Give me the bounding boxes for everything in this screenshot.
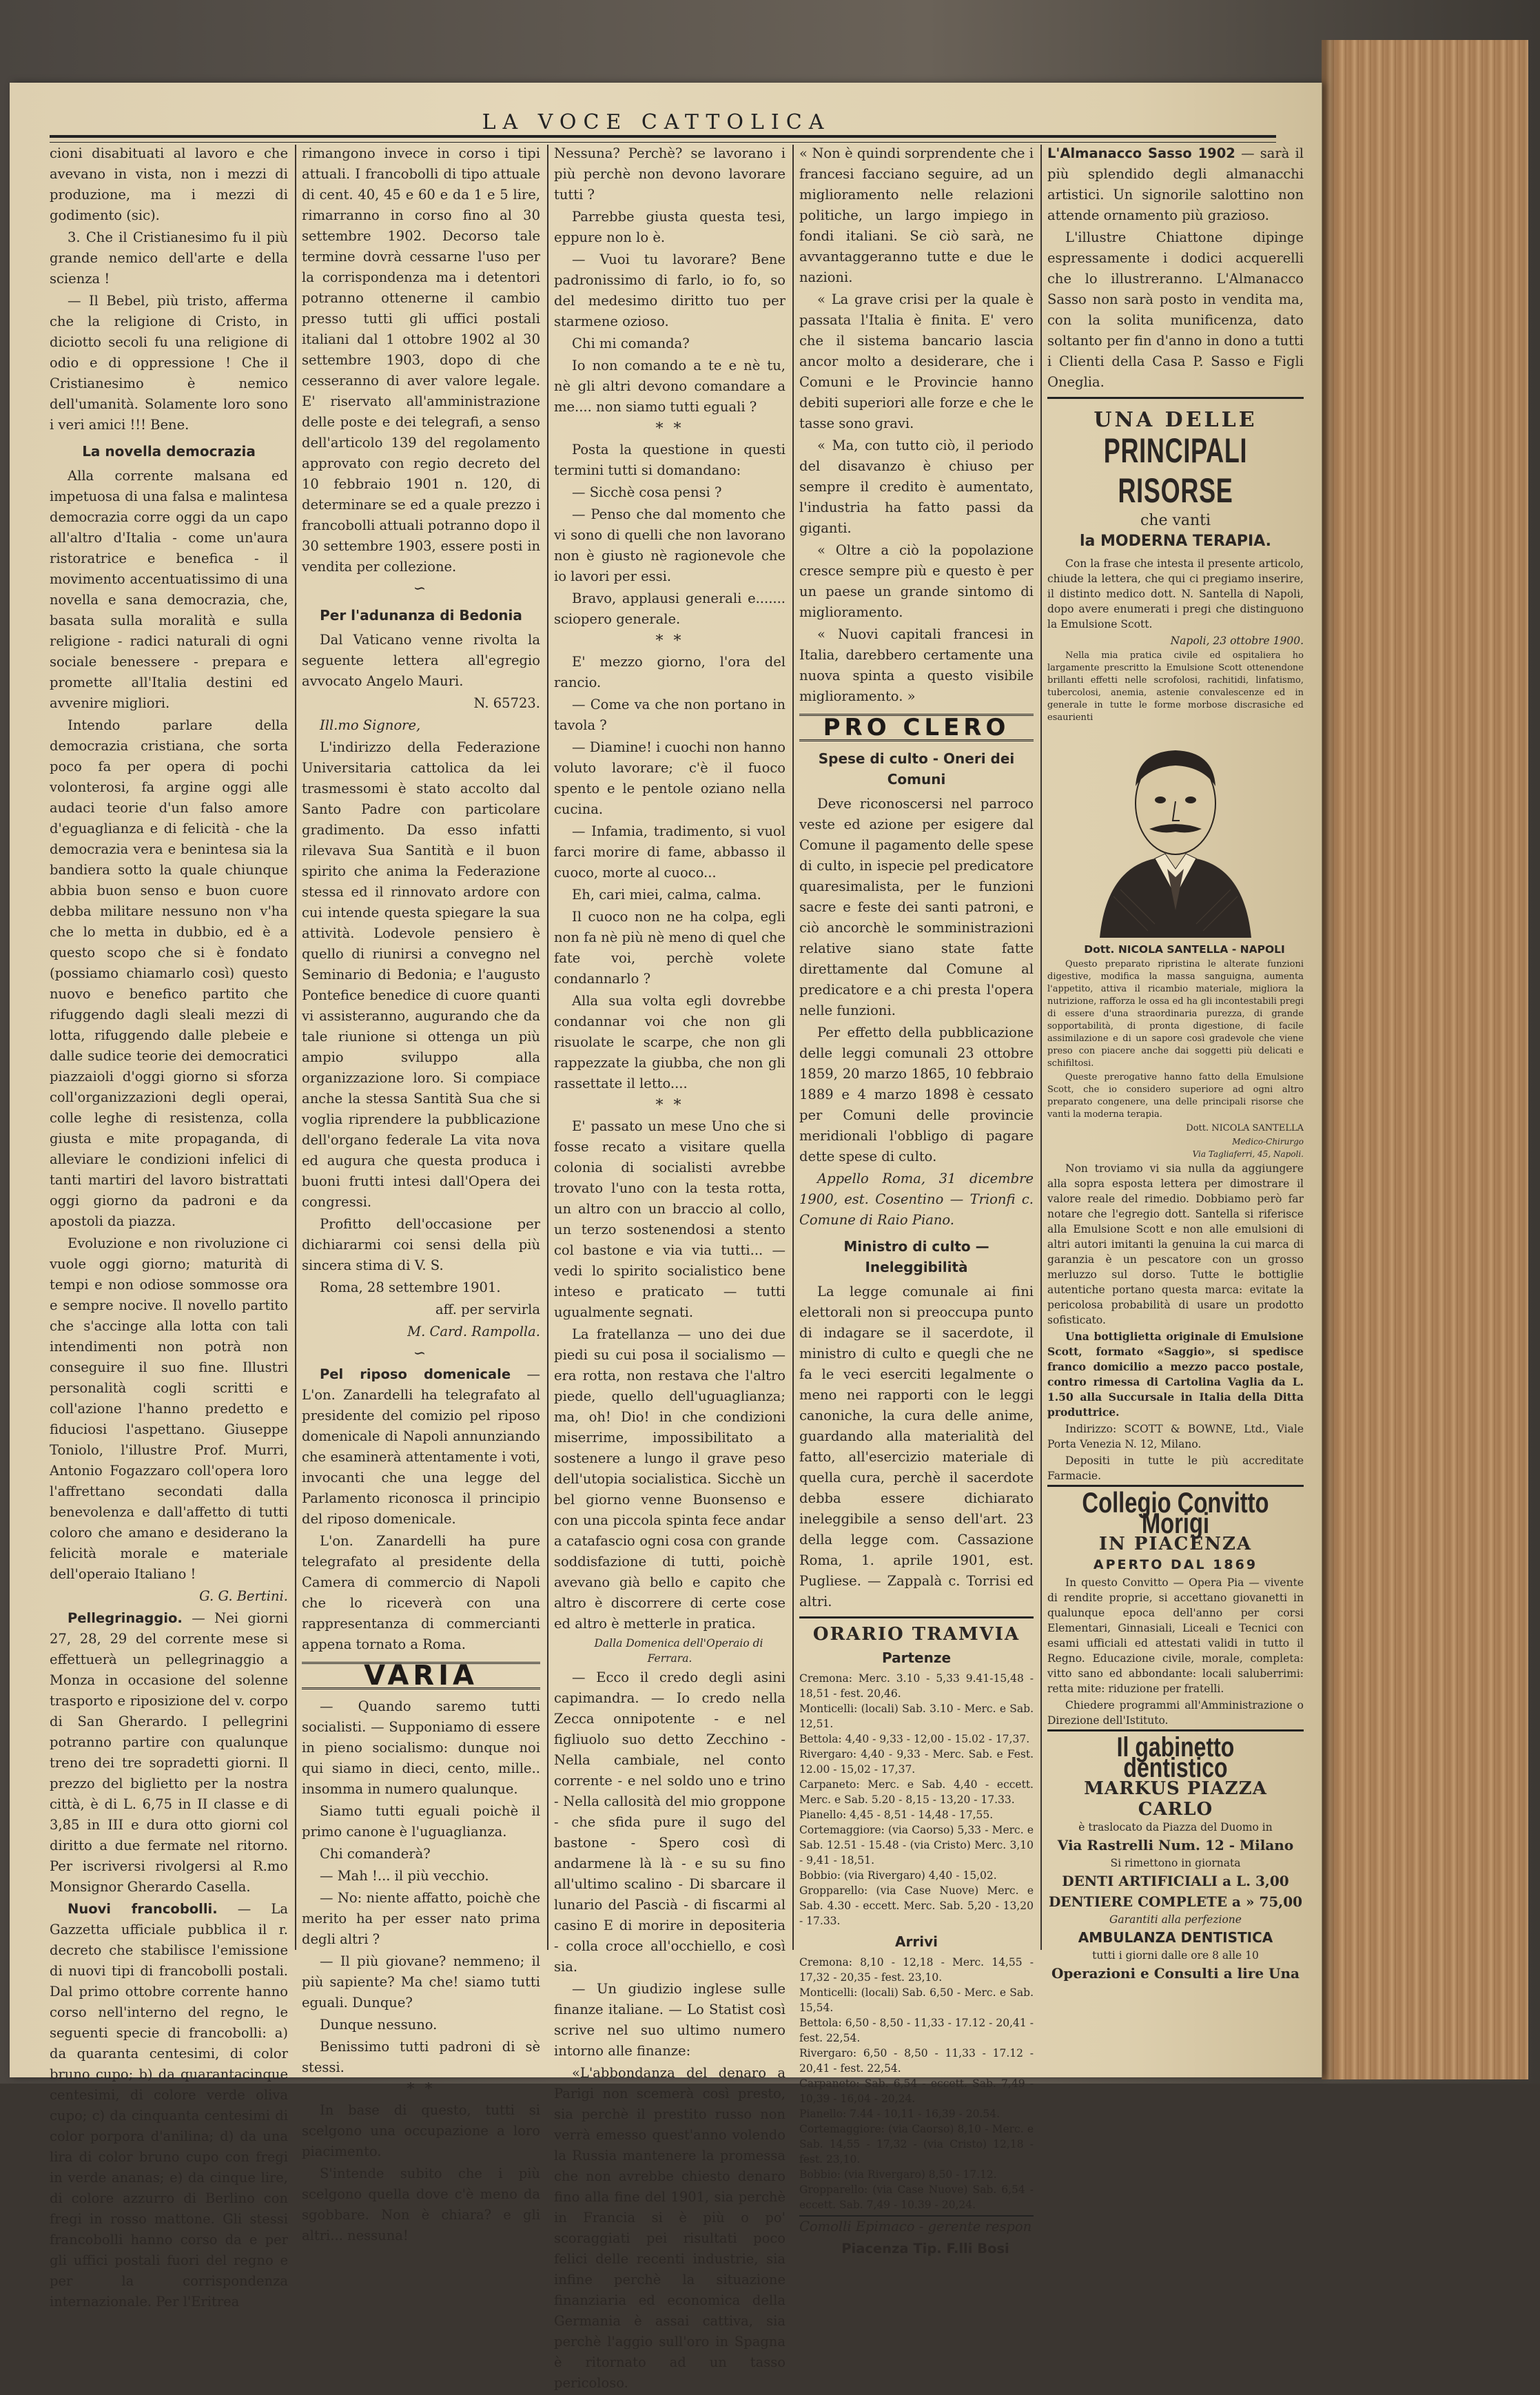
- section-heading: Spese di culto - Oneri dei Comuni: [818, 750, 1015, 788]
- ad-subheadline: APERTO DAL 1869: [1093, 1557, 1258, 1572]
- ad-subheadline: MARKUS PIAZZA CARLO: [1084, 1778, 1267, 1820]
- news-kicker: Pellegrinaggio.: [68, 1610, 183, 1626]
- article-text: E' passato un mese Uno che si fosse recato a visitare quella colonia di socialisti avrebbe trovato l'uno con la testa rotta, un altro con un braccio al collo, un terzo sostenendosi a stento col bastone e via via tutti... — vedi lo spirito socialistico bene inteso e praticato — tutti ugualmente segnati.: [554, 1118, 786, 1320]
- ad-kicker: L'Almanacco Sasso 1902: [1047, 145, 1235, 161]
- ad-text: — sarà il più splendido degli almanacchi artistici. Un signorile salottino non attende ornamento più grazioso.: [1047, 145, 1304, 223]
- ad-text: Queste prerogative hanno fatto della Emulsione Scott, che io considero superiore ad ogni altro preparato congenere, una delle principali risorse che vanti la moderna terapia.: [1047, 1072, 1304, 1120]
- arrivals-list: [799, 1955, 1034, 2212]
- timetable-row: Rivergaro: 4,40 - 9,33 - Merc. Sab. e Fest. 12.00 - 15,02 - 17,37.: [799, 1748, 1034, 1776]
- article-text: — No: niente affatto, poichè che merito ha per esser nato prima degli altri ?: [302, 1890, 540, 1947]
- article-text: Intendo parlare della democrazia cristiana, che sorta poco fa per opera di pochi volonterosi, fa argine oggi alle audaci teorie d'un falso amore d'eguaglianza e di felicità - che la democrazia vera e benintesa sia la bandiera sotto la quale chiunque abbia buon senso e buon cuore debba militare nessuno non v'ha che lo metta in dubbio, ed è a questo scopo che si è fondato (possiamo chiamarlo così) questo nuovo e benefico partito che rifuggendo dagli sleali mezzi di lotta, rifuggendo dalle plebeie e dalle sudice teorie dei democratici piazzaioli d'oggi giorno si sforza coll'organizzazioni degli operai, colle leghe di resistenza, colla giusta e mite propaganda, di alleviare le condizioni infelici di tanti martiri del lavoro bistrattati oggi giorno da padroni e da apostoli da piazza.: [50, 717, 288, 1229]
- dentist-ad: [1047, 1729, 1304, 1984]
- section-title-pro-clero: PRO CLERO: [799, 714, 1034, 741]
- ad-text: Con la frase che intesta il presente articolo, chiude la lettera, che qui ci pregiamo inserire, il distinto medico dott. N. Santella di Napoli, dopo avere enumerati i pregi che distinguono la Emulsione Scott.: [1047, 557, 1304, 630]
- article-text: — Vuoi tu lavorare? Bene padronissimo di farlo, io fo, so del medesimo diritto tuo per starmene ozioso.: [554, 251, 786, 329]
- article-text: Bravo, applausi generali e....... sciopero generale.: [554, 590, 786, 627]
- timetable-row: Cortemaggiore: (via Caorso) 8,10 - Merc. e Sab. 14,55 - 17,32 - (via Cristo) 12,18 - fest. 23,10.: [799, 2123, 1034, 2166]
- timetable-row: Pianello: 4,45 - 8,51 - 14,48 - 17,55.: [799, 1809, 994, 1821]
- article-text: Il cuoco non ne ha colpa, egli non fa nè più nè meno di quel che fate voi, perchè volete condannarlo ?: [554, 909, 786, 987]
- article-text: La legge comunale ai fini elettorali non si preoccupa punto di indagare se il sacerdote, il ministro di culto e quegli che ne fa le veci eserciti legalmente o meno nei rapporti con le leggi canoniche, la cura delle anime, guardando alla materialità del fatto, all'esercizio materiale di quella cura, perchè il sacerdote debba essere dichiarato ineleggibile a senso dell'art. 23 della legge com. Cassazione Roma, 1. aprile 1901, est. Pugliese. — Zappalà c. Torrisi ed altri.: [799, 1284, 1034, 1610]
- signature: aff. per servirla: [435, 1302, 540, 1317]
- article-text: — Nei giorni 27, 28, 29 del corrente mese si effettuerà un pellegrinaggio a Monza in occasione del solenne trasporto e riposizione del v. corpo di San Gherardo. I pellegrini potranno partire con qualunque treno dei tre sopradetti giorni. Il prezzo del biglietto per la nostra città, è di L. 6,75 in II classe e di 3,85 in III e dura otto giorni col diritto a due fermate nel ritorno. Per iscriversi rivolgersi al R.mo Monsignor Gherardo Casella.: [50, 1610, 288, 1895]
- timetable-row: Monticelli: (locali) Sab. 6,50 - Merc. e Sab. 15,54.: [799, 1986, 1034, 2014]
- ornament-divider: ∽: [413, 580, 429, 597]
- column-divider: [1040, 145, 1042, 1950]
- timetable-row: Bobbio: (via Rivergaro) 8,50 - 17.12.: [799, 2168, 997, 2181]
- article-text: Alla sua volta egli dovrebbe condannar voi che non gli risuolate le scarpe, che non gli rappezzate la giubba, che non gli rassettate il letto....: [554, 993, 786, 1091]
- ad-text: Chiedere programmi all'Amministrazione o Direzione dell'Istituto.: [1047, 1699, 1304, 1727]
- article-text: « La grave crisi per la quale è passata l'Italia è finita. E' vero che il sistema bancario lascia ancor molto a desiderare, che i Comuni e le Provincie hanno debiti superiori alle forze e che le tasse sono gravi.: [799, 291, 1034, 431]
- ad-address: Via Rastrelli Num. 12 - Milano: [1057, 1837, 1294, 1853]
- article-text: 3. Che il Cristianesimo fu il più grande nemico dell'arte e della scienza !: [50, 229, 288, 287]
- article-text: Nessuna? Perchè? se lavorano i più perchè non devono lavorare tutti ?: [554, 145, 786, 203]
- ad-text: L'illustre Chiattone dipinge espressamente i dodici acquerelli che lo illustreranno. L'Almanacco Sasso non sarà posto in vendita ma, con la solita munificenza, dato soltanto per fin d'anno in dono a tutti i Clienti della Casa P. Sasso e Figli Oneglia.: [1047, 229, 1304, 390]
- article-text: « Oltre a ciò la popolazione cresce sempre più e questo è per un paese un grande sintomo di miglioramento.: [799, 542, 1034, 620]
- ad-price: DENTI ARTIFICIALI a L. 3,00: [1062, 1873, 1289, 1889]
- article-text: « Ma, con tutto ciò, il periodo del disavanzo è chiuso per sempre il credito è aumentato, l'industria ha fatto passi da giganti.: [799, 438, 1034, 536]
- article-text: rimangono invece in corso i tipi attuali. I francobolli di tipo attuale di cent. 40, 45 e 60 e da 1 e 5 lire, rimarranno in corso fino al 30 settembre 1902. Decorso tale termine dovrà cessarne l'uso per la corrispondenza ma i detentori potranno ottenerne il cambio presso tutti gli uffici postali italiani dal 1 ottobre 1902 al 30 settembre 1903, dopo di che cesseranno di aver valore legale. E' riservato all'amministrazione delle poste e dei telegrafi, a senso dell'articolo 139 del regolamento approvato con regio decreto del 10 febbraio 1901 n. 120, di determinare se ed a quale prezzo i francobolli attuali potranno dopo il 30 settembre 1903, essere posti in vendita per collezione.: [302, 145, 540, 575]
- ad-headline: Il gabinetto dentistico: [1116, 1732, 1235, 1783]
- ad-text: In questo Convitto — Opera Pia — vivente di rendite proprie, si accettano giovanetti in qualunque epoca dell'anno per corsi Elementari, Ginnasiali, Liceali e Tecnici con esami ufficiali ed attestati validi in tutto il Regno. Educazione civile, morale, completa: vitto sano ed abbondante: locali saluberrimi: retta mite: riduzione per fratelli.: [1047, 1576, 1304, 1695]
- ornament-divider: * *: [655, 420, 684, 438]
- ornament-divider: * *: [407, 2081, 435, 2098]
- article-text: In base di questo, tutti si scelgono una occupazione a loro piacimento.: [302, 2102, 540, 2159]
- news-kicker: Nuovi francobolli.: [68, 1901, 218, 1917]
- timetable-row: Cortemaggiore: (via Caorso) 5,33 - Merc. e Sab. 12.51 - 15.48 - (via Cristo) Merc. 3,10 - 9,41 - 18,51.: [799, 1824, 1034, 1867]
- timetable-arrivals-heading: Arrivi: [895, 1933, 938, 1950]
- section-heading: Ministro di culto — Ineleggibilità: [843, 1238, 989, 1275]
- timetable-row: Bobbio: (via Rivergaro) 4,40 - 15,02.: [799, 1869, 997, 1882]
- ad-text: è traslocato da Piazza del Duomo in: [1078, 1821, 1273, 1833]
- ad-signature: Via Tagliaferri, 45, Napoli.: [1192, 1149, 1304, 1159]
- timetable-row: Carpaneto: Merc. e Sab. 4,40 - eccett. Merc. e Sab. 5.20 - 8,15 - 13,20 - 17.33.: [799, 1778, 1034, 1806]
- article-text: Evoluzione e non rivoluzione ci vuole oggi giorno; maturità di tempi e non odiose sommosse ora e sempre nocive. Il novello partito che s'accinge alla lotta con tali intendimenti non potrà non conseguire il suo fine. Illustri personalità cogli scritti e coll'azione l'hanno predetto e fiduciosi l'aspettano. Giuseppe Toniolo, l'illustre Prof. Murri, Antonio Fogazzaro coll'opera loro l'affrettano secondati dalla benevolenza e dall'affetto di tutti coloro che amano e desiderano la felicità morale e materiale dell'operaio Italiano !: [50, 1235, 288, 1582]
- timetable-row: Pianello: 7.44 - 10,11 - 16,39 - 20.54.: [799, 2108, 1000, 2120]
- timetable-departures-heading: Partenze: [881, 1649, 952, 1666]
- article-text: « Nuovi capitali francesi in Italia, darebbero certamente una nuova spinta a questo visibile miglioramento. »: [799, 626, 1034, 704]
- letter-date: Roma, 28 settembre 1901.: [320, 1279, 501, 1295]
- ad-text: Non troviamo vi sia nulla da aggiungere alla sopra esposta lettera per dimostrare il valore reale del rimedio. Dobbiamo però far notare che l'egregio dott. Santella si riferisce alla Emulsione Scott e non alle emulsioni di altri autori imitanti la genuina la cui marca di garanzia è un pescatore con un grosso merluzzo sul dorso. Tutte le bottiglie autentiche portano questa marca: evitate la pericolosa probabilità di usare un prodotto sofisticato.: [1047, 1162, 1304, 1326]
- letter-salutation: Ill.mo Signore,: [320, 717, 421, 733]
- article-text: Dunque nessuno.: [320, 2017, 438, 2033]
- ad-headline: PRINCIPALI RISORSE: [1103, 431, 1248, 510]
- article-text: — Il più giovane? nemmeno; il più sapiente? Ma che! siamo tutti eguali. Dunque?: [302, 1953, 540, 2011]
- ad-text: Garantiti alla perfezione: [1109, 1913, 1242, 1926]
- article-text: E' mezzo giorno, l'ora del rancio.: [554, 654, 786, 690]
- article-text: — Sicchè cosa pensi ?: [572, 484, 722, 500]
- binding-shadow: [1322, 40, 1338, 2079]
- ad-text: Indirizzo: SCOTT & BOWNE, Ltd., Viale Porta Venezia N. 12, Milano.: [1047, 1423, 1304, 1450]
- ad-text: Si rimettono in giornata: [1110, 1857, 1241, 1869]
- article-text: — Ecco il credo degli asini capimandra. — Io credo nella Zecca onnipotente - e nel figliuolo suo detto Zecchino - Nella cambiale, nel conto corrente - e nel soldo uno e trino - Nella callosità del mio groppone - che sfida pure il sugo del bastone - Spero così di andarmene là là - e su su fino all'ultimo scalino - Di sbarcare il lunario del Pascià - di fiscarmi al casino E di morire in depositeria - colla croce all'occhiello, e così sia.: [554, 1669, 786, 1975]
- article-text: Deve riconoscersi nel parroco veste ed azione per esigere dal Comune il pagamento delle spese di culto, in ispecie pel predicatore quaresimalista, per le funzioni sacre e feste dei santi patroni, e ciò ancorchè le somministrazioni relative siano state fatte direttamente dal Comune al predicatore e a chi presta l'opera nelle funzioni.: [799, 796, 1034, 1018]
- departures-list: [799, 1671, 1034, 1929]
- article-text: — Il Bebel, più tristo, afferma che la religione di Cristo, in diciotto secoli fu una religione di odio e di oppressione ! Che il Cristianesimo è nemico dell'umanità. Solamente loro sono i veri amici !!! Bene.: [50, 293, 288, 433]
- article-text: Parrebbe giusta questa tesi, eppure non lo è.: [554, 209, 786, 245]
- article-text: Eh, cari miei, calma, calma.: [572, 887, 761, 903]
- ad-text: Depositi in tutte le più accreditate Farmacie.: [1047, 1455, 1304, 1482]
- article-text: Posta la questione in questi termini tutti si domandano:: [554, 442, 786, 478]
- article-text: Chi mi comanda?: [572, 336, 690, 351]
- portrait-caption: Dott. NICOLA SANTELLA - NAPOLI: [1084, 943, 1285, 956]
- timetable-row: Bettola: 6,50 - 8,50 - 11,33 - 17.12 - 20,41 - fest. 22,54.: [799, 2017, 1034, 2044]
- ornament-divider: * *: [655, 633, 684, 650]
- signature: M. Card. Rampolla.: [407, 1324, 540, 1339]
- source-credit: Dalla Domenica dell'Operaio di Ferrara.: [594, 1637, 763, 1665]
- letter-number: N. 65723.: [473, 695, 540, 711]
- ad-text: tutti i giorni dalle ore 8 alle 10: [1092, 1949, 1259, 1962]
- article-text: Dal Vaticano venne rivolta la seguente lettera all'egregio avvocato Angelo Mauri.: [302, 632, 540, 689]
- masthead-rule: [50, 135, 1276, 143]
- ad-text: Una bottiglietta originale di Emulsione Scott, formato «Saggio», si spedisce franco domicilio a mezzo pacco postale, contro rimessa di Cartolina Vaglia da L. 1.50 alla Succursale in Italia della Ditta produttrice.: [1047, 1330, 1304, 1419]
- article-text: Chi comanderà?: [320, 1846, 431, 1862]
- ad-signature: Dott. NICOLA SANTELLA: [1186, 1123, 1304, 1133]
- article-text: Alla corrente malsana ed impetuosa di una falsa e malintesa democrazia corre oggi da un capo all'altro d'Italia - come un'aura ristoratrice e benefica - il movimento accentuatissimo di una novella e sana democrazia, che, basata sulla moralità e sulla religione - radici naturali di ogni sociale benessere - prepara e promette all'Italia destini ed avvenire migliori.: [50, 468, 288, 711]
- masthead-title: LA VOCE CATTOLICA: [482, 110, 831, 134]
- timetable-row: Carpaneto: Sab. 6,54 - eccett. Sab. 7,49 - 10,39 - 16,04 - 20,24.: [799, 2077, 1034, 2105]
- ad-signature: Medico-Chirurgo: [1232, 1137, 1304, 1147]
- timetable-row: Gropparello: (via Case Nuove) Sab. 6,54 - eccett. Sab. 7,49 - 10.39 - 20,24.: [799, 2183, 1034, 2211]
- column-2: [302, 143, 540, 2248]
- article-text: Per effetto della pubblicazione delle leggi comunali 23 ottobre 1859, 20 marzo 1865, 10 febbraio 1889 e 4 marzo 1898 è cessato per Comuni delle provincie meridionali l'obbligo di pagare dette spese di culto.: [799, 1025, 1034, 1164]
- ad-subheadline: che vanti: [1140, 512, 1211, 529]
- article-text: — Infamia, tradimento, si vuol farci morire di fame, abbasso il cuoco, morte al cuoco...: [554, 823, 786, 881]
- ad-date: Napoli, 23 ottobre 1900.: [1170, 635, 1304, 647]
- column-divider: [792, 145, 794, 1950]
- doctor-portrait-icon: [1072, 731, 1279, 938]
- article-text: — La Gazzetta ufficiale pubblica il r. decreto che stabilisce l'emissione di nuovi tipi di francobolli postali. Dal primo ottobre corrente hanno corso nell'interno del regno, le seguenti specie di francobolli: a) da quaranta centesimi, di color bruno cupo; b) da quarantacinque centesimi, di colore verde oliva cupo; c) da cinquanta centesimi di color porpora d'anilina; d) da una lira di color bruno cupo con fregi in verde ananas; e) da cinque lire, di colore azzurro di Berlino con fregi in rosso mattone. Gli stessi francobolli hanno corso da e per gli uffici postali fuori del regno e per la corrispondenza internazionale. Per l'Eritrea: [50, 1901, 288, 2310]
- article-text: L'indirizzo della Federazione Universitaria cattolica da lei trasmessomi è stato accolto dal Santo Padre con particolare gradimento. Da esso infatti rilevava Sua Santità e il buon spirito che anima la Federazione stessa ed il rinnovato ardore con cui intende questa spiegare la sua attività. Lodevole pensiero è quello di riunirsi a convegno nel Seminario di Bedonia; e l'augusto Pontefice benedice di cuore quanti vi assisteranno, augurando che da tale riunione si ottenga un più ampio sviluppo alla organizzazione loro. Si compiace anche la stessa Santità Sua che si voglia riprendere la pubblicazione dell'organo federale La vita nova ed augura che questa produca i buoni frutti intesi dall'Opera dei congressi.: [302, 739, 540, 1210]
- article-text: — Un giudizio inglese sulle finanze italiane. — Lo Statist così scrive nel suo ultimo numero intorno alle finanze:: [554, 1981, 786, 2059]
- article-text: — Quando saremo tutti socialisti. — Supponiamo di essere in pieno socialismo: dunque noi qui siamo in dieci, cento, mille.. insomma in numero qualunque.: [302, 1698, 540, 1797]
- publisher-credit: Comolli Epimaco - gerente respon: [799, 2215, 1034, 2237]
- article-text: — Mah !... il più vecchio.: [320, 1868, 489, 1884]
- column-1: [50, 143, 288, 2314]
- article-text: L'on. Zanardelli ha pure telegrafato al presidente della Camera di commercio di Napoli che lo riceverà con una rappresentanza di commercianti appena tornato a Roma.: [302, 1533, 540, 1652]
- ad-headline: UNA DELLE: [1094, 408, 1257, 432]
- ornament-divider: * *: [655, 1097, 684, 1114]
- article-text: «L'abbondanza del denaro a Parigi non scemerà così presto, sia perchè il prestito russo non verrà emesso quest'anno volendo la Russia mantenere la promessa che non avrebbe chiesto denaro fino alla fine del 1901, sia perchè in Francia si è più o po' scoraggiati pei risultati poco felici delle recenti industrie, sia infine perchè la situazione finanziaria ed economica della Germania è assai cattiva, sia perchè l'aggio sull'oro in Spagna è ritornato ad un tasso pericoloso.: [554, 2065, 786, 2391]
- section-title-varia: VARIA: [302, 1662, 540, 1689]
- ad-subheadline: la MODERNA TERAPIA.: [1079, 533, 1272, 550]
- article-text: — Come va che non portano in tavola ?: [554, 697, 786, 733]
- signature: G. G. Bertini.: [199, 1588, 288, 1604]
- timetable-row: Rivergaro: 6,50 - 8,50 - 11,33 - 17.12 - 20,41 - fest. 22,54.: [799, 2047, 1034, 2075]
- article-text: Siamo tutti eguali poichè il primo canone è l'uguaglianza.: [302, 1803, 540, 1840]
- news-kicker: Pel riposo domenicale: [320, 1366, 511, 1382]
- column-divider: [547, 145, 548, 1950]
- ad-text: Questo preparato ripristina le alterate funzioni digestive, modifica la massa sanguigna, aumenta l'appetito, attiva il ricambio materiale, migliora la nutrizione, rafforza le ossa ed ha gli incontestabili pregi di essere d'una straordinaria purezza, di grande sopportabilità, di pronta digestione, di facile assimilazione e di un sapore così gradevole che viene preso con piacere anche dai soggetti più delicati e schifiltosi.: [1047, 959, 1304, 1069]
- article-text: cioni disabituati al lavoro e che avevano in vista, non i mezzi di produzione, ma i mezzi di godimento (sic).: [50, 145, 288, 223]
- article-text: Io non comando a te e nè tu, nè gli altri devono comandare a me.... non siamo tutti eguali ?: [554, 358, 786, 415]
- article-text: La fratellanza — uno dei due piedi su cui posa il socialismo — era rotta, non restava che l'altro piede, quello dell'uguaglianza; ma, oh! Dio! in che condizioni miserrime, impossibilitato a sostenere a lungo il grave peso dell'utopia socialistica. Sicchè un bel giorno venne Buonsenso e con una piccola spinta fece andar a catafascio ogni cosa con grande soddisfazione di tutti, poichè avevano già bello e capito che altro è discorrere di certe cose ed altro è metterle in pratica.: [554, 1326, 786, 1632]
- article-text: Benissimo tutti padroni di sè stessi.: [302, 2039, 540, 2075]
- timetable-row: Monticelli: (locali) Sab. 3.10 - Merc. e Sab. 12,51.: [799, 1703, 1034, 1730]
- column-4: [799, 143, 1034, 2261]
- timetable-row: Bettola: 4,40 - 9,33 - 12,00 - 15.02 - 17,37.: [799, 1733, 1030, 1745]
- court-citation: Appello Roma, 31 dicembre 1900, est. Cosentino — Trionfi c. Comune di Raio Piano.: [799, 1171, 1034, 1228]
- timetable-row: Gropparello: (via Case Nuove) Merc. e Sab. 4.30 - eccett. Merc. Sab. 5,20 - 13,20 - 17.33.: [799, 1884, 1034, 1927]
- book-page-edges: [1322, 40, 1528, 2079]
- column-divider: [295, 145, 296, 1950]
- printer-credit: Piacenza Tip. F.lli Bosi: [841, 2241, 1009, 2257]
- column-3: [554, 143, 786, 2395]
- ad-text: Operazioni e Consulti a lire Una: [1051, 1965, 1300, 1982]
- ad-headline: AMBULANZA DENTISTICA: [1078, 1929, 1273, 1946]
- timetable-row: Cremona: 8,10 - 12,18 - Merc. 14,55 - 17,32 - 20,35 - fest. 23,10.: [799, 1956, 1034, 1984]
- article-text: « Non è quindi sorprendente che i francesi facciano seguire, ad un miglioramento nelle relazioni politiche, un largo impiego in fondi italiani. Se ciò sarà, ne avvantaggeranno tutte e due le nazioni.: [799, 145, 1034, 285]
- tram-timetable: [799, 1616, 1034, 2212]
- timetable-title: ORARIO TRAMVIA: [799, 1616, 1034, 1645]
- ad-headline: Collegio Convitto Morigi: [1082, 1486, 1269, 1539]
- ornament-divider: ∽: [413, 1345, 429, 1362]
- scott-emulsion-ad: [1047, 397, 1304, 552]
- article-text: — L'on. Zanardelli ha telegrafato al presidente del comizio pel riposo domenicale di Napoli annunziando che esaminerà attentamente i voti, invocanti che una legge del Parlamento riconosca il principio del riposo domenicale.: [302, 1366, 541, 1527]
- timetable-row: Cremona: Merc. 3.10 - 5,33 9.41-15,48 - 18,51 - fest. 20,46.: [799, 1672, 1034, 1700]
- column-5-advertisements: [1047, 143, 1304, 1984]
- article-text: S'intende subito che i più scelgono quella dove c'è meno da sgobbare. Non è chiara? e gli altri... nessuna!: [302, 2166, 540, 2243]
- collegio-morigi-ad: [1047, 1485, 1304, 1575]
- ad-price: DENTIERE COMPLETE a » 75,00: [1048, 1893, 1303, 1910]
- section-heading: Per l'adunanza di Bedonia: [320, 607, 522, 624]
- section-heading: La novella democrazia: [82, 443, 256, 460]
- ad-text: Nella mia pratica civile ed ospitaliera ho largamente prescritto la Emulsione Scott ottenendone brillanti effetti nelle scrofolosi, rachitidi, linfatismo, tubercolosi, anemia, astenie convalescenze ed in generale in tutte le forme morbose discrasiche ed esaurienti: [1047, 650, 1304, 723]
- article-text: Profitto dell'occasione per dichiararmi coi sensi della più sincera stima di V. S.: [302, 1216, 540, 1273]
- article-text: — Diamine! i cuochi non hanno voluto lavorare; c'è il fuoco spento e le pentole oziano nella cucina.: [554, 739, 786, 817]
- ad-subheadline: IN PIACENZA: [1098, 1534, 1253, 1554]
- article-text: — Penso che dal momento che vi sono di quelli che non lavorano non è giusto nè ragionevole che io lavori per essi.: [554, 506, 786, 584]
